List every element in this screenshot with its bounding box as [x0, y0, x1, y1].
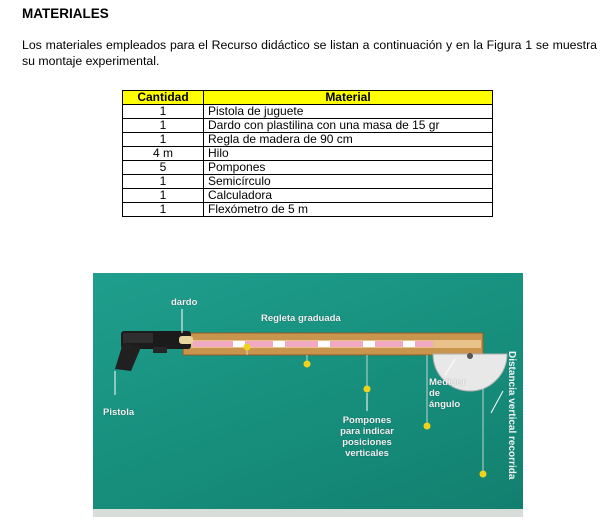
- row-material: Flexómetro de 5 m: [204, 203, 493, 217]
- graduated-tape: [193, 341, 433, 347]
- section-heading: MATERIALES: [22, 6, 109, 21]
- table-row: [123, 161, 493, 175]
- row-material: Pompones: [204, 161, 493, 175]
- pompom: [304, 361, 311, 368]
- table-row: [123, 175, 493, 189]
- table-row: [123, 203, 493, 217]
- row-quantity: 1: [123, 203, 204, 217]
- label-pompones-line2: para indicar: [340, 426, 394, 437]
- label-regleta: Regleta graduada: [261, 313, 341, 324]
- header-material: Material: [204, 91, 493, 105]
- pompom: [244, 344, 251, 351]
- pompom: [480, 471, 487, 478]
- row-quantity: 1: [123, 133, 204, 147]
- materials-table: [122, 90, 493, 217]
- table-row: [123, 119, 493, 133]
- row-quantity: 5: [123, 161, 204, 175]
- row-material: Dardo con plastilina con una masa de 15 gr: [204, 119, 493, 133]
- label-pompones-line3: posiciones: [342, 437, 392, 448]
- table-row: [123, 105, 493, 119]
- label-medidor: [429, 377, 466, 410]
- label-medidor-line3: ángulo: [429, 399, 461, 410]
- table-row: [123, 147, 493, 161]
- arrow-distancia: [491, 391, 503, 413]
- row-quantity: 1: [123, 175, 204, 189]
- toy-pistol-shape: [115, 331, 191, 371]
- row-material: Semicírculo: [204, 175, 493, 189]
- dart-shape: [179, 336, 193, 344]
- photo-bottom-border: [93, 509, 523, 517]
- header-quantity: Cantidad: [123, 91, 204, 105]
- pompom: [364, 386, 371, 393]
- label-medidor-line1: Medidor: [429, 377, 466, 388]
- intro-paragraph: Los materiales empleados para el Recurso didáctico se listan a continuación y en la Figura 1 se muestra su montaje experimental.: [22, 38, 597, 68]
- row-material: Pistola de juguete: [204, 105, 493, 119]
- label-pompones: [329, 415, 405, 459]
- row-quantity: 1: [123, 119, 204, 133]
- row-quantity: 1: [123, 105, 204, 119]
- label-pistola: Pistola: [103, 407, 135, 418]
- label-dardo: dardo: [171, 297, 198, 308]
- pompom: [424, 423, 431, 430]
- table-row: [123, 133, 493, 147]
- table-header-row: [123, 91, 493, 105]
- label-pompones-line1: Pompones: [342, 415, 392, 426]
- label-medidor-line2: de: [429, 388, 441, 399]
- row-material: Hilo: [204, 147, 493, 161]
- row-material: Regla de madera de 90 cm: [204, 133, 493, 147]
- label-distancia: Distancia vertical recorrida: [506, 351, 517, 480]
- label-pompones-line4: verticales: [345, 448, 389, 459]
- row-quantity: 4 m: [123, 147, 204, 161]
- experimental-setup-photo: [93, 273, 523, 517]
- row-quantity: 1: [123, 189, 204, 203]
- row-material: Calculadora: [204, 189, 493, 203]
- table-row: [123, 189, 493, 203]
